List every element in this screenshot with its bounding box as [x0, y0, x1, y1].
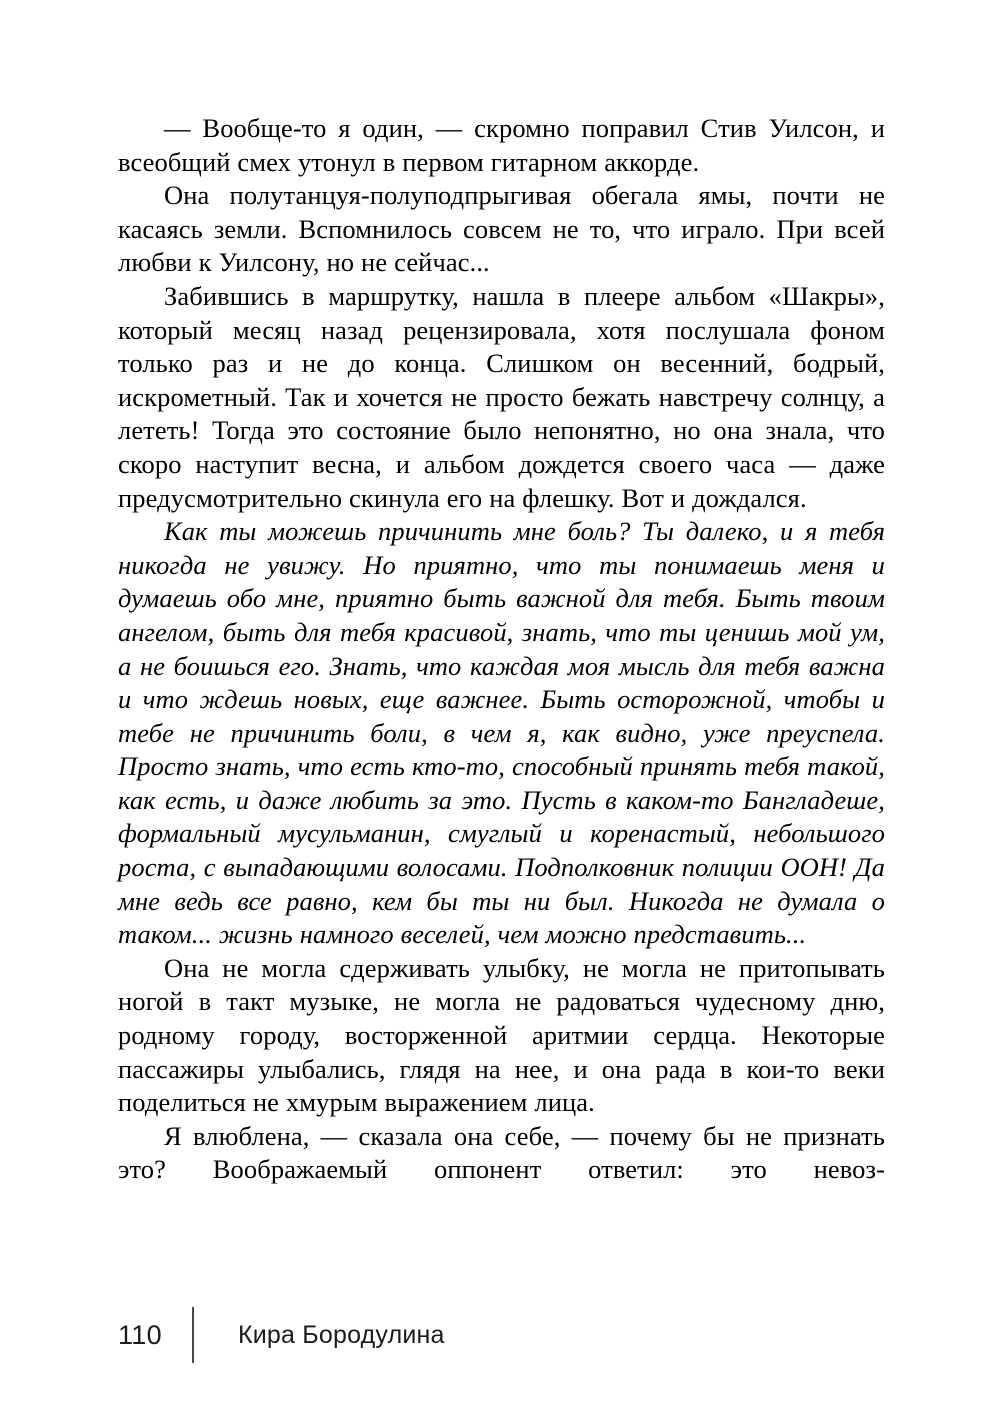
body-text-column [118, 112, 885, 1187]
paragraph-5: Она не могла сдерживать улыбку, не могла не притопывать ногой в такт музыке, не могла не радоваться чудесному дню, родному городу, восторженной аритмии сердца. Некоторые пассажиры улыбались, глядя на нее, и она рада в кои-то веки поделиться не хмурым выражением лица. [118, 952, 885, 1118]
paragraph-4-inner-monologue: Как ты можешь причинить мне боль? Ты далеко, и я тебя никогда не увижу. Но приятно, что ты понимаешь меня и думаешь обо мне, приятно быть важной для тебя. Быть твоим ангелом, быть для тебя красивой, знать, что ты ценишь мой ум, а не боишься его. Знать, что каждая моя мысль для тебя важна и что ждешь новых, еще важнее. Быть осторожной, чтобы и тебе не причинить боли, в чем я, как видно, уже преуспела. Просто знать, что есть кто-то, способный принять тебя такой, как есть, и даже любить за это. Пусть в каком-то Бангладеше, формальный мусульманин, смуглый и коренастый, небольшого роста, с выпадающими волосами. Подполковник полиции ООН! Да мне ведь все равно, кем бы ты ни был. Никогда не думала о таком... жизнь намного веселей, чем можно представить... [118, 516, 885, 950]
paragraph-1: — Вообще-то я один, — скромно поправил Стив Уилсон, и всеобщий смех утонул в первом гитарном аккорде. [118, 113, 885, 177]
paragraph-6: Я влюблена, — сказала она себе, — почему бы не признать это? Воображаемый оппонент ответил: это невоз- [118, 1120, 885, 1185]
running-head-author: Кира Бородулина [238, 1320, 445, 1349]
page-number: 110 [118, 1319, 162, 1350]
paragraph-3: Забившись в маршрутку, нашла в плеере альбом «Шакры», который месяц назад рецензировала, хотя послушала фоном только раз и не до конца. Слишком он весенний, бодрый, искрометный. Так и хочется не просто бежать навстречу солнцу, а лететь! Тогда это состояние было непонятно, но она знала, что скоро наступит весна, и альбом дождется своего часа — даже предусмотрительно скинула его на флешку. Вот и дождался. [118, 280, 885, 513]
footer-divider [192, 1307, 194, 1363]
page-footer [118, 1300, 885, 1370]
paragraph-2: Она полутанцуя-полуподпрыгивая обегала ямы, почти не касаясь земли. Вспомнилось совсем не то, что играло. При всей любви к Уилсону, но не сейчас... [118, 180, 885, 278]
